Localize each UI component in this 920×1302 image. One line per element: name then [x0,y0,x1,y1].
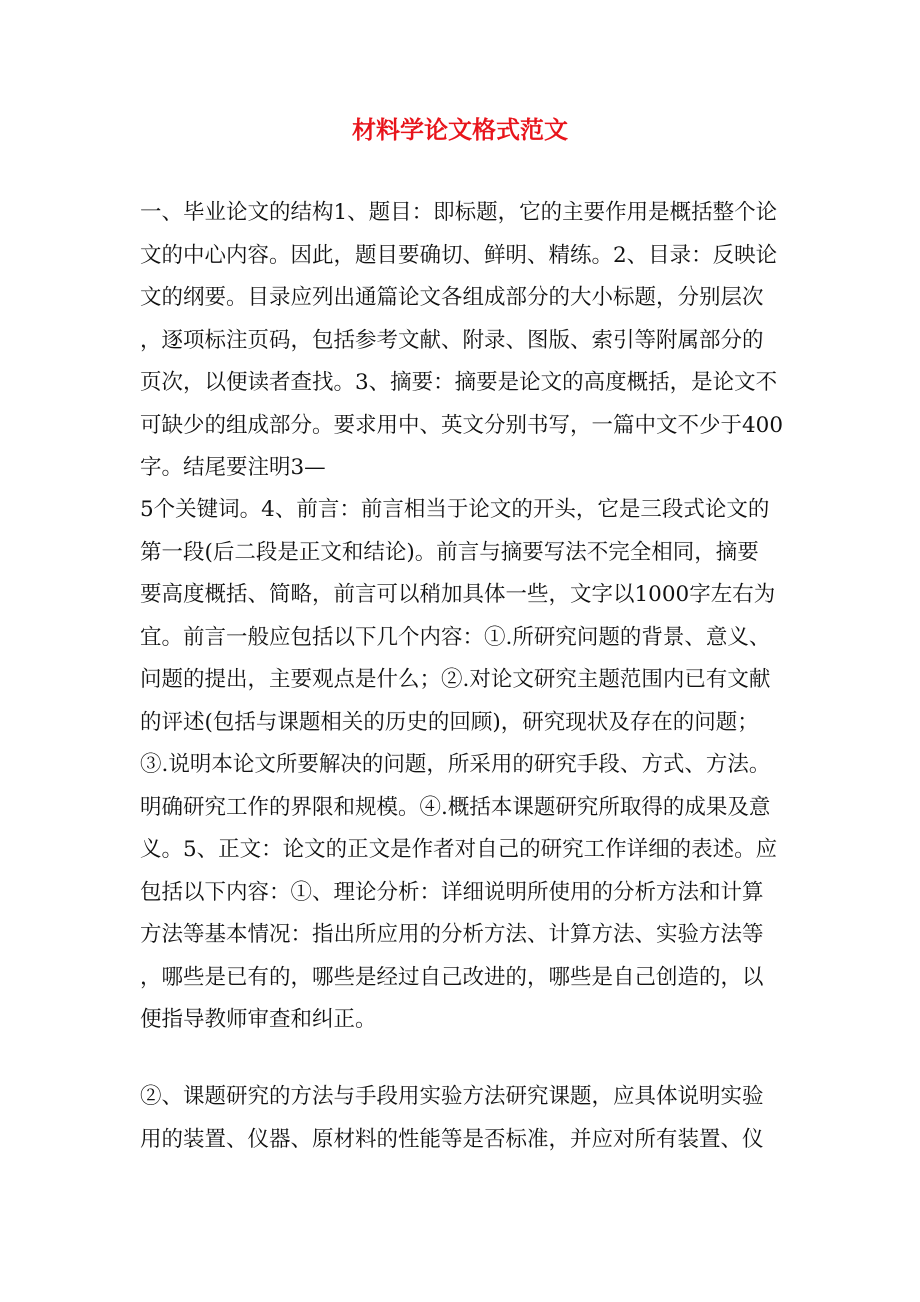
paragraph-structure [140,192,785,490]
text-line: 页次，以便读者查找。3、摘要：摘要是论文的高度概括，是论文不 [140,370,778,395]
text-line: 第一段(后二段是正文和结论)。前言与摘要写法不完全相同，摘要 [140,539,759,565]
text-line: 的评述(包括与课题相关的历史的回顾)，研究现状及存在的问题； [140,709,759,735]
paragraph-research-methods [140,1076,785,1161]
text-line: 便指导教师审查和纠正。 [140,1007,377,1032]
document-title: 材料学论文格式范文 [352,116,568,144]
text-line: 明确研究工作的界限和规模。④.概括本课题研究所取得的成果及意 [140,794,771,820]
text-line: 文的纲要。目录应列出通篇论文各组成部分的大小标题，分别层次 [140,285,764,310]
text-line: 方法等基本情况：指出所应用的分析方法、计算方法、实验方法等 [140,922,764,947]
paragraph-keywords-preface-body [140,489,785,1042]
text-line: 5个关键词。4、前言：前言相当于论文的开头，它是三段式论文的 [140,497,770,522]
text-line: 字。结尾要注明3— [140,455,326,480]
text-line: 宜。前言一般应包括以下几个内容：①.所研究问题的背景、意义、 [140,624,771,650]
text-line: ，哪些是已有的，哪些是经过自己改进的，哪些是自己创造的，以 [140,964,764,990]
text-line: ，逐项标注页码，包括参考文献、附录、图版、索引等附属部分的 [140,327,764,353]
text-line: 一、毕业论文的结构1、题目：即标题，它的主要作用是概括整个论 [140,200,778,225]
text-line: 要高度概括、简略，前言可以稍加具体一些，文字以1000字左右为 [140,582,776,607]
text-line: ③.说明本论文所要解决的问题，所采用的研究手段、方式、方法。 [140,752,771,777]
text-line: 包括以下内容：①、理论分析：详细说明所使用的分析方法和计算 [140,879,764,905]
text-line: 可缺少的组成部分。要求用中、英文分别书写，一篇中文不少于400 [140,412,784,438]
text-line: 用的装置、仪器、原材料的性能等是否标准，并应对所有装置、仪 [140,1126,764,1152]
text-line: ②、课题研究的方法与手段用实验方法研究课题，应具体说明实验 [140,1084,764,1109]
text-line: 文的中心内容。因此，题目要确切、鲜明、精练。2、目录：反映论 [140,242,778,268]
text-line: 问题的提出，主要观点是什么；②.对论文研究主题范围内已有文献 [140,667,771,692]
text-line: 义。5、正文：论文的正文是作者对自己的研究工作详细的表述。应 [140,837,778,862]
